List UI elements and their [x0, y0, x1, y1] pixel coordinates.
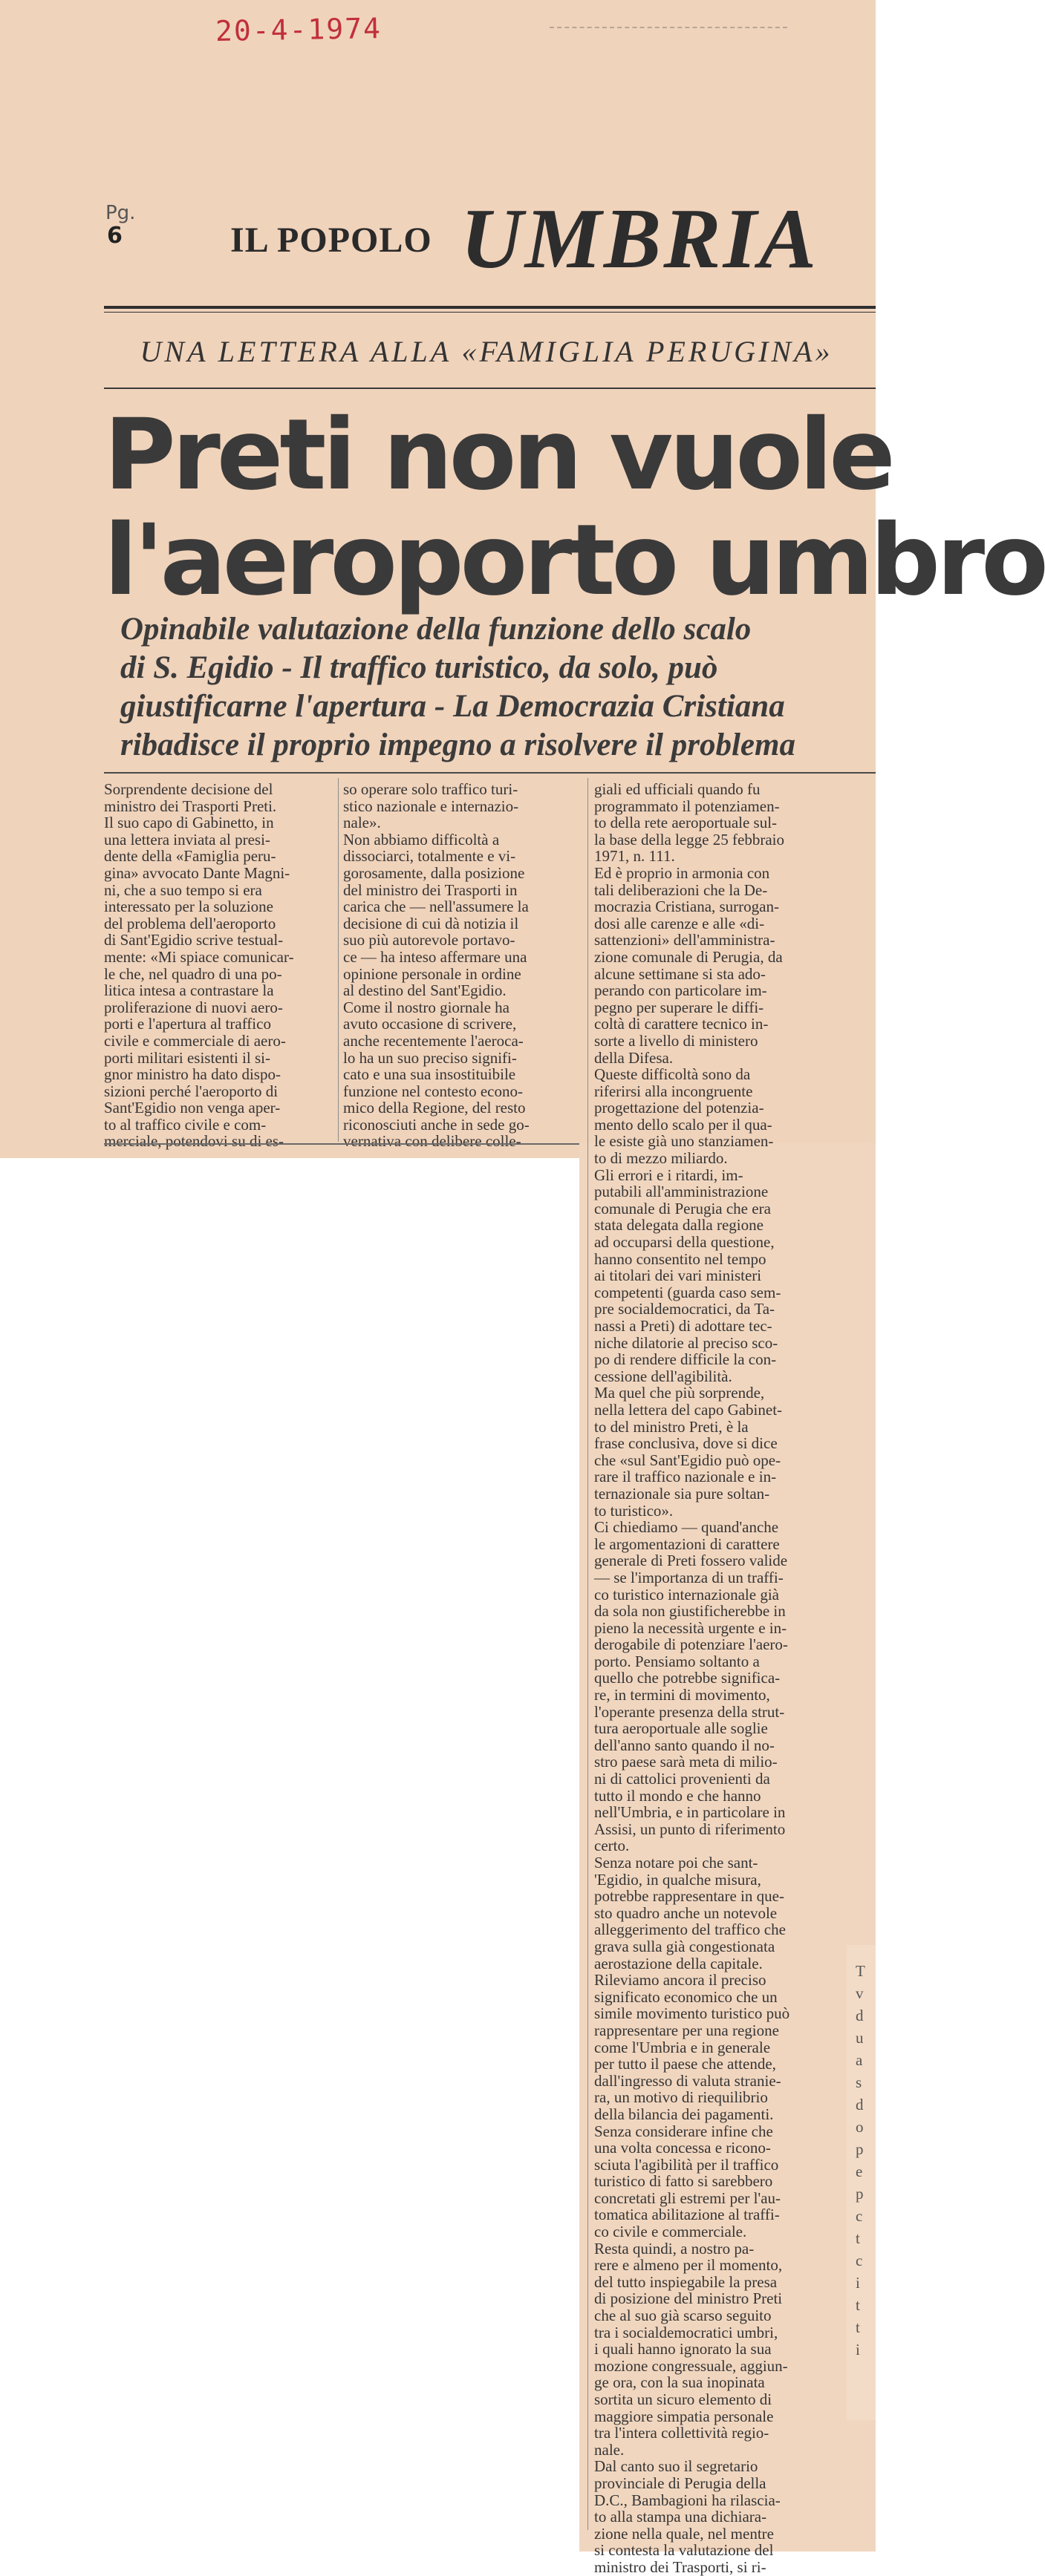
- text-line: to alla stampa una dichiara-: [594, 2508, 767, 2526]
- text-line: funzione nel contesto econo-: [343, 1082, 523, 1100]
- text-line: p: [856, 2140, 864, 2158]
- headline: [104, 398, 1045, 618]
- text-line: tura aeroportuale alle soglie: [594, 1719, 768, 1738]
- text-line: opinione personale in ordine: [343, 964, 521, 983]
- text-line: zione nella quale, nel mentre: [594, 2524, 774, 2543]
- text-line: una volta concessa e ricono-: [594, 2139, 771, 2157]
- text-line: nella lettera del capo Gabinet-: [594, 1400, 783, 1419]
- text-line: riferirsi alla incongruente: [594, 1082, 753, 1100]
- text-line: 1971, n. 111.: [594, 847, 675, 866]
- text-line: t: [856, 2296, 860, 2314]
- text-line: so operare solo traffico turi-: [343, 780, 518, 798]
- text-line: tomatica abilitazione al traffi-: [594, 2206, 780, 2224]
- text-line: tra i socialdemocratici umbri,: [594, 2323, 778, 2341]
- page-number: 6: [107, 223, 123, 249]
- text-line: putabili all'amministrazione: [594, 1183, 769, 1201]
- text-line: l'operante presenza della strut-: [594, 1702, 785, 1721]
- text-line: t: [856, 2318, 860, 2336]
- text-line: competenti (guarda caso sem-: [594, 1283, 781, 1301]
- text-line: Sorprendente decisione del: [104, 780, 273, 798]
- text-line: del tutto inspiegabile la presa: [594, 2272, 778, 2291]
- text-line: to turistico».: [594, 1501, 674, 1520]
- text-line: zione comunale di Perugia, da: [594, 947, 783, 966]
- text-line: to della rete aeroportuale sul-: [594, 814, 778, 832]
- text-line: Sant'Egidio non venga aper-: [104, 1099, 281, 1117]
- text-line: v: [856, 1984, 864, 2002]
- text-line: gnor ministro ha dato dispo-: [104, 1065, 281, 1084]
- text-line: ni, che a suo tempo si era: [104, 880, 262, 899]
- text-line: a: [856, 2051, 863, 2069]
- article-column-3: [594, 781, 848, 2576]
- text-line: ge ora, con la sua inopinata: [594, 2373, 765, 2392]
- text-line: cessione dell'agibilità.: [594, 1367, 732, 1385]
- text-line: rere e almeno per il momento,: [594, 2256, 783, 2275]
- text-line: comunale di Perugia che era: [594, 1199, 771, 1217]
- text-line: i quali hanno ignorato la sua: [594, 2340, 772, 2358]
- text-line: mico della Regione, del resto: [343, 1099, 526, 1117]
- text-line: del ministro dei Trasporti in: [343, 880, 518, 899]
- text-line: ai titolari dei vari ministeri: [594, 1266, 762, 1285]
- text-line: civile e commerciale di aero-: [104, 1031, 286, 1050]
- text-line: Resta quindi, a nostro pa-: [594, 2239, 755, 2258]
- text-line: mozione congressuale, aggiun-: [594, 2356, 788, 2375]
- text-line: Ci chiediamo — quand'anche: [594, 1518, 779, 1537]
- text-line: c: [856, 2207, 863, 2225]
- text-line: avuto occasione di scrivere,: [343, 1015, 517, 1033]
- text-line: pieno la necessità urgente e in-: [594, 1618, 787, 1637]
- text-line: u: [856, 2029, 864, 2047]
- text-line: nale.: [594, 2440, 625, 2459]
- text-line: Senza notare poi che sant-: [594, 1854, 758, 1871]
- text-line: le che, nel quadro di una po-: [104, 964, 282, 983]
- deck-rule: [104, 772, 876, 774]
- kicker-rule: [104, 388, 876, 389]
- text-line: ministro dei Trasporti, si ri-: [594, 2557, 766, 2576]
- column-divider: [338, 778, 339, 1142]
- text-line: riconosciuti anche in sede go-: [343, 1115, 530, 1134]
- text-line: interessato per la soluzione: [104, 898, 274, 916]
- text-line: Non abbiamo difficoltà a: [343, 830, 500, 849]
- text-line: del problema dell'aeroporto: [104, 914, 276, 932]
- text-line: suo più autorevole portavo-: [343, 931, 515, 949]
- pencil-dash-line: [550, 27, 787, 28]
- text-line: simile movimento turistico può: [594, 2004, 790, 2023]
- text-line: Gli errori e i ritardi, im-: [594, 1166, 743, 1184]
- text-line: generale di Preti fossero valide: [594, 1552, 788, 1570]
- handwritten-date: 20-4-1974: [215, 12, 382, 48]
- text-line: Dal canto suo il segretario: [594, 2457, 758, 2476]
- text-line: significato economico che un: [594, 1987, 778, 2006]
- text-line: frase conclusiva, dove si dice: [594, 1434, 778, 1453]
- text-line: gorosamente, dalla posizione: [343, 863, 525, 882]
- subheadline-line: ribadisce il proprio impegno a risolvere il problema: [120, 728, 795, 762]
- text-line: maggiore simpatia personale: [594, 2407, 774, 2425]
- text-line: della bilancia dei pagamenti.: [594, 2105, 774, 2123]
- text-line: niche dilatorie al preciso sco-: [594, 1333, 778, 1352]
- text-line: della Difesa.: [594, 1048, 674, 1067]
- text-line: da sola non giustificherebbe in: [594, 1602, 786, 1621]
- subheadline-line: giustificarne l'apertura - La Democrazia Cristiana: [120, 689, 785, 724]
- text-line: di posizione del ministro Preti: [594, 2289, 783, 2308]
- text-line: c: [856, 2252, 863, 2269]
- text-line: sciuta l'agibilità per il traffico: [594, 2155, 779, 2174]
- text-line: stico nazionale e internazio-: [343, 797, 519, 815]
- text-line: stata delegata dalla regione: [594, 1216, 764, 1235]
- text-line: Ma quel che più sorprende,: [594, 1384, 765, 1402]
- text-line: gina» avvocato Dante Magni-: [104, 863, 290, 882]
- text-line: programmato il potenziamen-: [594, 797, 780, 815]
- text-line: T: [856, 1962, 865, 1980]
- subheadline-line: di S. Egidio - Il traffico turistico, da solo, può: [120, 650, 718, 685]
- column-divider: [587, 778, 588, 2530]
- text-line: proliferazione di nuovi aero-: [104, 998, 283, 1016]
- text-line: co turistico internazionale già: [594, 1585, 779, 1604]
- text-line: po di rendere difficile la con-: [594, 1350, 777, 1369]
- text-line: tra l'intera collettività regio-: [594, 2424, 769, 2442]
- text-line: di Sant'Egidio scrive testual-: [104, 931, 284, 949]
- text-line: Queste difficoltà sono da: [594, 1065, 751, 1084]
- article-column-1: [104, 781, 334, 1150]
- text-line: — se l'importanza di un traffi-: [594, 1568, 784, 1586]
- text-line: sortita un sicuro elemento di: [594, 2390, 772, 2408]
- text-line: lo ha un suo preciso signifi-: [343, 1048, 517, 1067]
- header-rule-thin: [104, 312, 876, 313]
- text-line: i: [856, 2274, 860, 2292]
- text-line: si contesta la valutazione del: [594, 2541, 774, 2560]
- text-line: coltà di carattere tecnico in-: [594, 1015, 769, 1033]
- text-line: vernativa con delibere colle-: [343, 1132, 521, 1151]
- text-line: ce — ha inteso affermare una: [343, 947, 527, 966]
- text-line: e: [856, 2163, 863, 2180]
- text-line: t: [856, 2229, 860, 2247]
- text-line: dissociarci, totalmente e vi-: [343, 847, 516, 866]
- section-title: UMBRIA: [460, 192, 819, 287]
- text-line: certo.: [594, 1837, 630, 1855]
- text-line: tali deliberazioni che la De-: [594, 880, 768, 899]
- text-line: come l'Umbria e in generale: [594, 2038, 771, 2056]
- text-line: re, in termini di movimento,: [594, 1686, 770, 1704]
- text-line: sorte a livello di ministero: [594, 1031, 758, 1050]
- text-line: to al traffico civile e com-: [104, 1115, 267, 1134]
- text-line: i: [856, 2341, 860, 2358]
- text-line: to di mezzo miliardo.: [594, 1149, 728, 1168]
- text-line: dente della «Famiglia peru-: [104, 847, 276, 866]
- text-line: o: [856, 2118, 864, 2136]
- text-line: dall'ingresso di valuta stranie-: [594, 2071, 781, 2090]
- text-line: quello che potrebbe significa-: [594, 1669, 781, 1687]
- headline-line: Preti non vuole: [104, 398, 892, 512]
- text-line: stro paese sarà meta di milio-: [594, 1753, 778, 1771]
- text-line: D.C., Bambagioni ha rilascia-: [594, 2491, 781, 2509]
- text-line: cato e una sua insostituibile: [343, 1065, 516, 1084]
- text-line: porto. Pensiamo soltanto a: [594, 1652, 760, 1670]
- text-line: d: [856, 2007, 864, 2024]
- text-line: che «sul Sant'Egidio può ope-: [594, 1451, 781, 1469]
- text-line: la base della legge 25 febbraio: [594, 830, 784, 849]
- text-line: Come il nostro giornale ha: [343, 998, 510, 1016]
- text-line: aerostazione della capitale.: [594, 1954, 763, 1972]
- text-line: Assisi, un punto di riferimento: [594, 1820, 786, 1838]
- text-line: Il suo capo di Gabinetto, in: [104, 814, 274, 832]
- text-line: turistico di fatto si sarebbero: [594, 2172, 773, 2191]
- text-line: decisione di cui dà notizia il: [343, 914, 519, 932]
- text-line: hanno consentito nel tempo: [594, 1249, 766, 1268]
- text-line: porti militari esistenti il si-: [104, 1048, 270, 1067]
- text-line: alcune settimane si sta ado-: [594, 964, 766, 983]
- text-line: nale».: [343, 814, 381, 832]
- article-end-rule: [104, 1143, 579, 1145]
- text-line: ternazionale sia pure soltan-: [594, 1484, 770, 1503]
- text-line: una lettera inviata al presi-: [104, 830, 270, 849]
- text-line: progettazione del potenzia-: [594, 1099, 764, 1117]
- text-line: ni di cattolici provenienti da: [594, 1770, 770, 1788]
- text-line: anche recentemente l'aeroca-: [343, 1031, 524, 1050]
- text-line: s: [856, 2073, 862, 2091]
- text-line: ra, un motivo di riequilibrio: [594, 2088, 768, 2107]
- text-line: porti e l'apertura al traffico: [104, 1015, 271, 1033]
- text-line: che al suo già scarso seguito: [594, 2307, 772, 2325]
- subheadline: [120, 610, 863, 765]
- text-line: 'Egidio, in qualche misura,: [594, 1870, 761, 1889]
- text-line: le argomentazioni di carattere: [594, 1534, 780, 1553]
- text-line: mocrazia Cristiana, surrogan-: [594, 898, 779, 916]
- text-line: provinciale di Perugia della: [594, 2474, 766, 2492]
- text-line: le esiste già uno stanziamen-: [594, 1132, 774, 1151]
- text-line: nassi a Preti) di adottare tec-: [594, 1317, 772, 1335]
- text-line: potrebbe rappresentare in que-: [594, 1887, 784, 1906]
- subheadline-line: Opinabile valutazione della funzione dello scalo: [120, 612, 752, 647]
- text-line: dell'anno santo quando il no-: [594, 1736, 775, 1754]
- text-line: merciale, potendovi su di es-: [104, 1132, 284, 1151]
- text-line: mente: «Mi spiace comunicar-: [104, 947, 294, 966]
- text-line: sattenzioni» dell'amministra-: [594, 931, 775, 949]
- text-line: tutto il mondo e che hanno: [594, 1786, 761, 1805]
- text-line: litica intesa a contrastare la: [104, 981, 274, 1000]
- text-line: al destino del Sant'Egidio.: [343, 981, 507, 1000]
- text-line: pegno per superare le diffi-: [594, 998, 764, 1016]
- text-line: rappresentare per una regione: [594, 2021, 779, 2039]
- headline-line: l'aeroporto umbro: [104, 503, 1045, 618]
- text-line: alleggerimento del traffico che: [594, 1920, 786, 1939]
- text-line: derogabile di potenziare l'aero-: [594, 1635, 788, 1654]
- text-line: per tutto il paese che attende,: [594, 2055, 776, 2073]
- text-line: nell'Umbria, e in particolare in: [594, 1803, 786, 1822]
- text-line: dosi alle carenze e alle «di-: [594, 914, 765, 932]
- text-line: p: [856, 2185, 864, 2203]
- text-line: d: [856, 2096, 864, 2114]
- text-line: co civile e commerciale.: [594, 2223, 747, 2241]
- text-line: concretati gli estremi per l'au-: [594, 2188, 781, 2207]
- text-line: giali ed ufficiali quando fu: [594, 780, 761, 798]
- text-line: grava sulla già congestionata: [594, 1937, 775, 1955]
- text-line: mento dello scalo per il qua-: [594, 1115, 772, 1134]
- text-line: sto quadro anche un notevole: [594, 1903, 778, 1922]
- text-line: to del ministro Preti, è la: [594, 1417, 749, 1436]
- text-line: sizioni perché l'aeroporto di: [104, 1082, 279, 1100]
- text-line: rare il traffico nazionale e in-: [594, 1468, 777, 1486]
- text-line: ad occuparsi della questione,: [594, 1233, 775, 1252]
- text-line: perando con particolare im-: [594, 981, 767, 1000]
- text-line: pre socialdemocratici, da Ta-: [594, 1300, 775, 1318]
- kicker-line: UNA LETTERA ALLA «FAMIGLIA PERUGINA»: [140, 335, 833, 368]
- text-line: carica che — nell'assumere la: [343, 898, 529, 916]
- adjacent-column-fragment: [856, 1960, 865, 2361]
- page-mark: Pg.: [105, 202, 136, 224]
- text-line: Ed è proprio in armonia con: [594, 863, 770, 882]
- text-line: Senza considerare infine che: [594, 2122, 773, 2140]
- newspaper-masthead: IL POPOLO: [230, 220, 432, 260]
- article-column-2: [343, 781, 579, 1150]
- text-line: Rileviamo ancora il preciso: [594, 1971, 766, 1990]
- text-line: ministro dei Trasporti Preti.: [104, 797, 277, 815]
- header-rule: [104, 306, 876, 309]
